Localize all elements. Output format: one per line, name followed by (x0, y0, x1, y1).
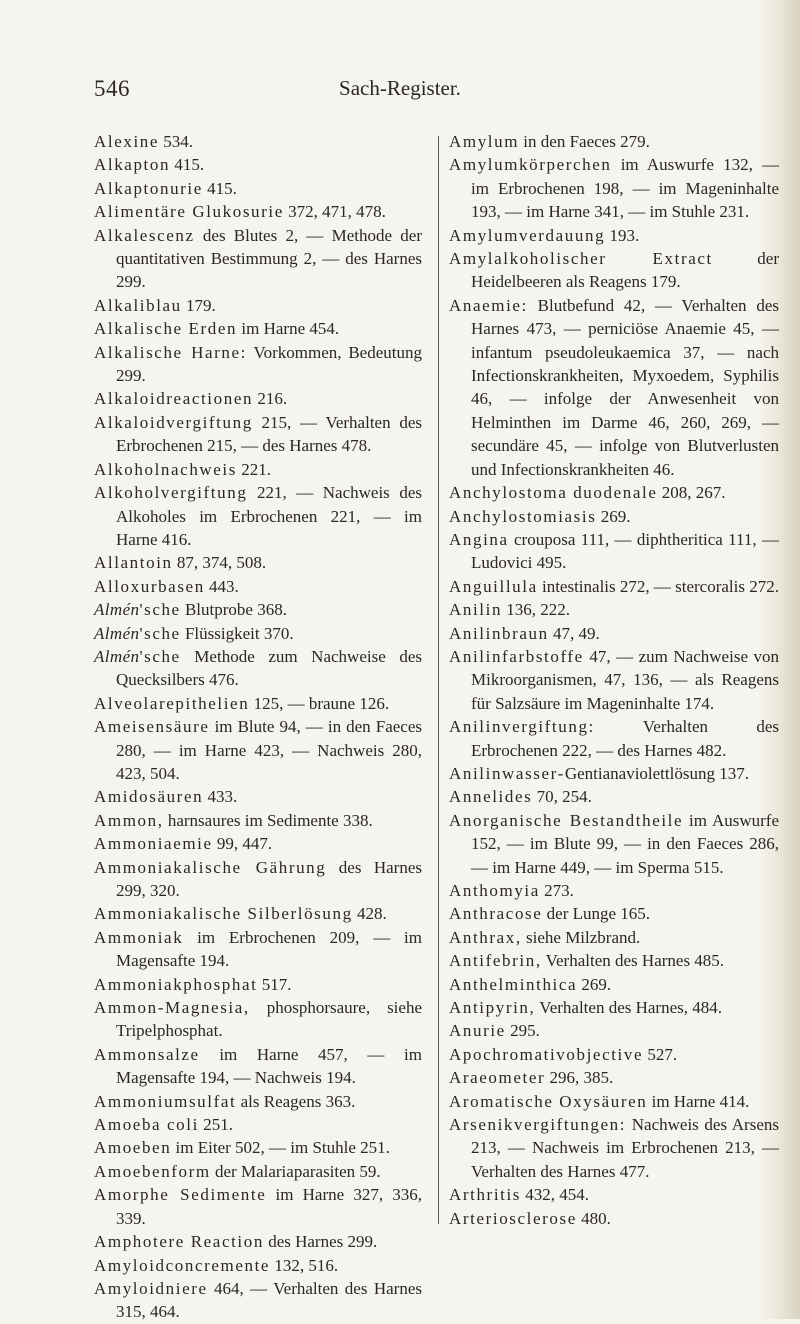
index-keyword: Annelides (449, 787, 533, 807)
index-references: der Malariaparasiten 59. (210, 1161, 381, 1181)
index-entry (94, 715, 422, 785)
index-entry (94, 481, 422, 551)
index-references: siehe Milzbrand. (521, 927, 641, 947)
index-references: im Harne 327, 336, 339. (116, 1185, 422, 1228)
index-entry (449, 1043, 779, 1066)
index-references: Verhalten des Erbrochenen 222, — des Harnes 482. (471, 717, 779, 760)
index-references: im Harne 454. (237, 319, 340, 339)
index-references: im Erbrochenen 209, — im Magensafte 194. (116, 927, 422, 971)
index-keyword: Alloxurbasen (94, 576, 205, 596)
index-references: 443. (204, 576, 239, 596)
index-keyword: Alkaptonurie (94, 178, 203, 198)
index-keyword: Alkalische Erden (94, 319, 238, 339)
index-entry (94, 692, 422, 715)
index-keyword: Alkoholvergiftung (94, 483, 248, 503)
index-references: Nachweis des Arsens 213, — Nachweis im Erbrochenen 213, — Verhalten des Harnes 477. (471, 1115, 779, 1181)
index-entry (94, 317, 422, 340)
index-entry (449, 1019, 779, 1042)
index-references: Flüssigkeit 370. (180, 623, 294, 643)
index-keyword: Alkoholnachweis (94, 459, 237, 479)
index-keyword: Amorphe Sedimente (94, 1185, 267, 1205)
index-entry (94, 130, 422, 153)
index-keyword: Anilin (449, 600, 503, 620)
index-entry (449, 153, 779, 223)
index-references: phosphorsaure, siehe Tripelphosphat. (116, 998, 422, 1041)
index-references: Vorkommen, Bedeutung 299. (116, 342, 422, 386)
index-keyword: Amidosäuren (94, 787, 204, 807)
index-keyword: Anilinwasser- (449, 763, 565, 783)
index-keyword-suffix: 'sche (139, 600, 181, 620)
index-keyword: Amylumverdauung (449, 225, 606, 245)
index-keyword: Ammon, (94, 810, 164, 830)
index-references: 221. (236, 459, 271, 479)
index-column-right (449, 130, 779, 1230)
index-references: im Blute 94, — in den Faeces 280, — im Harne 423, — Nachweis 280, 423, 504. (116, 717, 422, 783)
index-entry (449, 294, 779, 481)
index-keyword (94, 647, 181, 666)
index-keyword: Ammoniumsulfat (94, 1091, 237, 1111)
index-entry (94, 1113, 422, 1136)
index-keyword (94, 624, 181, 643)
index-references: 296, 385. (545, 1068, 614, 1088)
index-keyword: Alkaloidvergiftung (94, 412, 253, 432)
index-references: 269. (577, 974, 612, 994)
index-entry (449, 1066, 779, 1089)
index-entry (449, 481, 779, 504)
index-references: 372, 471, 478. (283, 202, 386, 222)
index-references: 132, 516. (270, 1255, 339, 1275)
index-references: Methode zum Nachweise des Quecksilbers 476. (116, 646, 422, 690)
index-keyword: Antipyrin, (449, 998, 536, 1018)
index-keyword: Amoebenform (94, 1161, 211, 1181)
index-keyword: Amylalkoholischer Extract (449, 249, 713, 269)
index-entry (94, 1277, 422, 1324)
index-keyword: Anthracose (449, 904, 543, 924)
index-references: als Reagens 363. (236, 1091, 356, 1111)
index-references: im Auswurfe 132, — im Erbrochenen 198, — im Mageninhalte 193, — im Harne 341, — im Stuhle 231. (471, 155, 779, 222)
index-references: 215, — Verhalten des Erbrochenen 215, — des Harnes 478. (116, 412, 422, 456)
running-title: Sach-Register. (339, 76, 461, 100)
index-keyword: Ammoniaemie (94, 834, 213, 854)
index-keyword: Ammoniakalische Silberlösung (94, 904, 353, 924)
index-references: intestinalis 272, — stercoralis 272. (537, 576, 779, 596)
index-entry (94, 1230, 422, 1253)
index-entry (94, 153, 422, 176)
index-references: Verhalten des Harnes, 484. (535, 998, 722, 1018)
column-divider (438, 136, 439, 1224)
index-entry (94, 832, 422, 855)
index-entry (449, 224, 779, 247)
index-keyword-suffix: 'sche (139, 623, 181, 643)
index-keyword: Allantoin (94, 553, 173, 573)
index-entry (94, 902, 422, 925)
index-entry (94, 598, 422, 621)
index-references: im Auswurfe 152, — im Blute 99, — in den Faeces 286, — im Harne 449, — im Sperma 515. (471, 810, 779, 877)
index-entry (449, 505, 779, 528)
index-entry (94, 575, 422, 598)
index-entry (94, 458, 422, 481)
index-entry (449, 926, 779, 949)
index-entry (449, 902, 779, 925)
index-entry (449, 645, 779, 715)
index-keyword: Arsenikvergiftungen: (449, 1115, 627, 1135)
index-entry (449, 1183, 779, 1206)
index-keyword-suffix: 'sche (139, 646, 181, 666)
index-keyword: Arthritis (449, 1185, 522, 1205)
index-keyword: Anorganische Bestandtheile (449, 810, 684, 830)
index-keyword: Anurie (449, 1021, 506, 1041)
index-keyword: Apochromativobjective (449, 1044, 644, 1064)
index-references: 464, — Verhalten des Harnes 315, 464. (116, 1278, 422, 1322)
index-keyword-italic: Almén (94, 600, 140, 620)
index-keyword: Anthomyia (449, 881, 540, 900)
index-keyword-italic: Almén (94, 646, 140, 666)
index-entry (94, 996, 422, 1043)
index-references: 269. (596, 506, 631, 526)
index-references: 99, 447. (212, 834, 273, 854)
index-entry (449, 622, 779, 645)
index-keyword: Amoeben (94, 1138, 172, 1158)
index-keyword: Amyloidconcremente (94, 1255, 271, 1275)
index-keyword (94, 600, 181, 619)
index-entry (449, 996, 779, 1019)
index-keyword: Anilinbraun (449, 623, 549, 643)
index-references: 534. (159, 132, 194, 151)
index-keyword: Antifebrin, (449, 951, 542, 971)
index-entry (449, 785, 779, 808)
index-keyword: Amylum (449, 132, 520, 151)
index-references: 47, 49. (548, 623, 600, 643)
index-references: 517. (257, 974, 292, 994)
index-keyword: Alveolarepithelien (94, 693, 250, 713)
index-keyword: Amylumkörperchen (449, 155, 612, 175)
index-entry (449, 1207, 779, 1230)
index-entry (449, 1113, 779, 1183)
index-references: 273. (539, 881, 574, 900)
index-references: harnsaures im Sedimente 338. (163, 810, 373, 830)
index-references: 136, 222. (502, 600, 571, 620)
index-entry (94, 785, 422, 808)
index-references: 415. (202, 178, 237, 198)
index-keyword: Alkalescenz (94, 225, 195, 245)
index-references: 193. (605, 225, 640, 245)
index-keyword: Angina (449, 529, 509, 549)
index-keyword: Ameisensäure (94, 717, 210, 737)
index-entry (94, 1090, 422, 1113)
index-entry (94, 926, 422, 973)
index-keyword: Alkapton (94, 155, 171, 175)
index-references: Gentianaviolettlösung 137. (564, 763, 749, 783)
index-keyword: Anaemie: (449, 295, 528, 315)
index-entry (449, 715, 779, 762)
index-references: der Lunge 165. (542, 904, 651, 924)
index-entry (94, 411, 422, 458)
index-keyword: Alexine (94, 132, 160, 151)
index-keyword: Araeometer (449, 1068, 546, 1088)
index-keyword: Anilinfarbstoffe (449, 646, 584, 666)
index-references: in den Faeces 279. (519, 132, 650, 151)
index-references: 47, — zum Nachweise von Mikroorganismen, 47, 136, — als Reagens für Salzsäure im Mageninhalte 174. (471, 646, 779, 713)
index-entry (449, 247, 779, 294)
index-keyword: Anthelminthica (449, 974, 578, 994)
index-entry (94, 224, 422, 294)
index-references: 432, 454. (521, 1185, 590, 1205)
index-entry (94, 622, 422, 645)
index-entry (94, 1160, 422, 1183)
index-references: des Harnes 299, 320. (116, 857, 422, 900)
index-references: Blutbefund 42, — Verhalten des Harnes 473, — perniciöse Anaemie 45, — infantum pseudoleukaemica 37, — nach Infectionskrankheiten, Myxoedem, Syphilis 46, — infolge der Anwesenheit von Helminthen im Darme 46, 260, 269, — secundäre 45, — infolge von Blutverlusten und Infectionskrankheiten 46. (471, 295, 779, 479)
index-keyword: Amphotere Reaction (94, 1232, 264, 1252)
index-references: crouposa 111, — diphtheritica 111, — Ludovici 495. (471, 529, 779, 573)
index-references: 87, 374, 508. (172, 553, 267, 573)
index-entry (449, 949, 779, 972)
index-keyword: Alkaliblau (94, 295, 182, 315)
index-references: 125, — braune 126. (249, 693, 390, 713)
index-references: 433. (203, 787, 238, 807)
index-references: 415. (170, 155, 205, 175)
index-references: des Blutes 2, — Methode der quantitativen Bestimmung 2, — des Harnes 299. (116, 225, 422, 292)
index-references: im Eiter 502, — im Stuhle 251. (171, 1138, 390, 1158)
index-keyword: Anthrax, (449, 927, 522, 947)
index-entry (449, 598, 779, 621)
index-entry (94, 1183, 422, 1230)
index-keyword: Ammoniakalische Gährung (94, 857, 327, 877)
index-keyword: Alimentäre Glukosurie (94, 202, 284, 222)
index-entry (94, 551, 422, 574)
index-references: 221, — Nachweis des Alkoholes im Erbrochenen 221, — im Harne 416. (116, 483, 422, 549)
index-references: des Harnes 299. (263, 1232, 378, 1252)
index-entry (94, 1043, 422, 1090)
index-references: 70, 254. (532, 787, 592, 807)
index-entry (94, 294, 422, 317)
index-keyword: Ammoniak (94, 927, 184, 947)
index-entry (449, 809, 779, 879)
index-references: 428. (352, 904, 387, 924)
index-keyword: Alkalische Harne: (94, 342, 247, 362)
index-entry (94, 177, 422, 200)
index-keyword: Ammonsalze (94, 1044, 200, 1064)
index-entry (94, 341, 422, 388)
index-references: Verhalten des Harnes 485. (541, 951, 725, 971)
index-keyword: Aromatische Oxysäuren (449, 1091, 648, 1111)
index-keyword: Amoeba coli (94, 1115, 199, 1135)
index-references: im Harne 457, — im Magensafte 194, — Nachweis 194. (116, 1044, 422, 1088)
index-keyword: Anchylostomiasis (449, 506, 597, 526)
index-keyword: Arteriosclerose (449, 1208, 577, 1228)
index-keyword: Alkaloidreactionen (94, 389, 254, 409)
index-references: Blutprobe 368. (180, 600, 287, 620)
page-header (0, 76, 800, 116)
index-keyword: Anguillula (449, 576, 538, 596)
index-references: 295. (505, 1021, 540, 1041)
index-keyword: Anchylostoma duodenale (449, 483, 658, 503)
index-entry (94, 809, 422, 832)
index-references: 527. (643, 1044, 678, 1064)
index-entry (449, 879, 779, 902)
index-entry (94, 200, 422, 223)
index-entry (449, 762, 779, 785)
index-column-left (94, 130, 422, 1324)
index-references: 251. (198, 1115, 233, 1135)
index-entry (449, 973, 779, 996)
index-keyword: Amyloidniere (94, 1278, 208, 1298)
index-references: 208, 267. (657, 483, 726, 503)
index-keyword: Ammon-Magnesia, (94, 998, 250, 1018)
index-references: der Heidelbeeren als Reagens 179. (471, 249, 779, 292)
index-entry (449, 1090, 779, 1113)
index-keyword-italic: Almén (94, 623, 140, 643)
index-entry (94, 1254, 422, 1277)
index-references: 480. (576, 1208, 611, 1228)
index-references: 216. (253, 389, 288, 409)
index-entry (449, 528, 779, 575)
index-entry (94, 1136, 422, 1159)
index-entry (94, 387, 422, 410)
index-keyword: Ammoniakphosphat (94, 974, 258, 994)
index-keyword: Anilinvergiftung: (449, 717, 595, 737)
index-references: im Harne 414. (647, 1091, 750, 1111)
index-entry (94, 973, 422, 996)
index-entry (94, 645, 422, 692)
index-entry (449, 130, 779, 153)
index-entry (94, 856, 422, 903)
index-entry (449, 575, 779, 598)
page-number: 546 (94, 76, 130, 101)
index-references: 179. (181, 295, 216, 315)
